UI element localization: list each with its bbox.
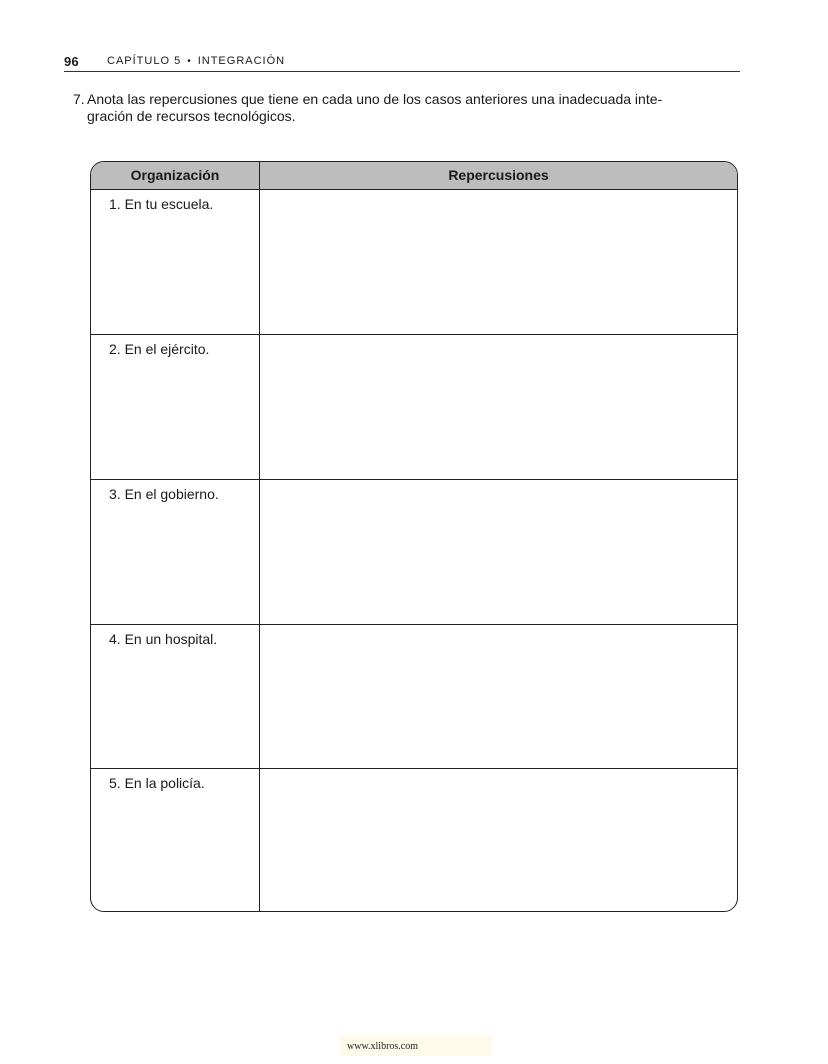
response-cell[interactable]: [260, 480, 737, 624]
table-row: [91, 625, 737, 769]
table-row: [91, 190, 737, 335]
footer-url: www.xlibros.com: [347, 1041, 419, 1052]
row-label: 5. En la policía.: [109, 775, 205, 791]
question-7: [73, 91, 741, 125]
page-number: 96: [64, 54, 79, 69]
table-header: [91, 162, 737, 190]
response-cell[interactable]: [260, 190, 737, 334]
row-label: 1. En tu escuela.: [109, 196, 214, 212]
answer-table: [90, 161, 738, 912]
response-cell[interactable]: [260, 335, 737, 479]
table-row: [91, 480, 737, 625]
header-repercusiones: Repercusiones: [448, 167, 549, 183]
column-divider: [259, 162, 260, 911]
response-cell[interactable]: [260, 625, 737, 768]
header-organizacion: Organización: [130, 167, 220, 183]
row-label: 2. En el ejército.: [109, 341, 210, 357]
row-label: 4. En un hospital.: [109, 631, 218, 647]
chapter-label: CAPÍTULO 5: [107, 55, 182, 67]
question-number: 7.: [73, 91, 85, 107]
response-cell[interactable]: [260, 769, 737, 911]
question-text-line2: gración de recursos tecnológicos.: [87, 108, 296, 124]
footer-watermark: [339, 1036, 493, 1056]
row-label: 3. En el gobierno.: [109, 486, 219, 502]
section-label: INTEGRACIÓN: [197, 55, 286, 67]
running-head: [107, 55, 285, 67]
table-row: [91, 335, 737, 480]
separator-bullet: •: [187, 56, 192, 67]
table-row: [91, 769, 737, 911]
question-text-line1: Anota las repercusiones que tiene en cada uno de los casos anteriores una inadecuada inte-: [87, 91, 663, 107]
page-header: [64, 54, 740, 72]
